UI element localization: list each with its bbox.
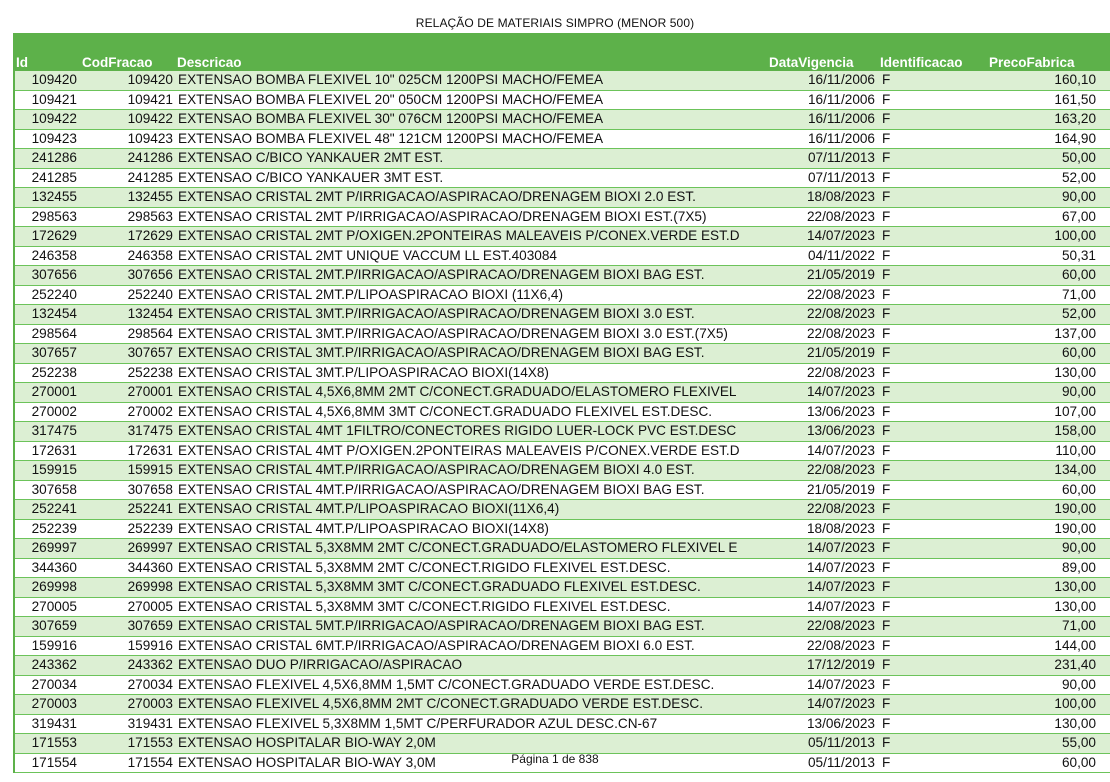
table-row — [15, 110, 1110, 130]
cell-datavigencia: 22/08/2023 — [806, 462, 875, 477]
cell-descricao: EXTENSAO HOSPITALAR BIO-WAY 2,0M — [178, 735, 436, 750]
header-id: Id — [16, 55, 28, 70]
table-row — [15, 91, 1110, 111]
cell-descricao: EXTENSAO CRISTAL 2MT UNIQUE VACCUM LL EST.403084 — [178, 247, 557, 263]
cell-datavigencia: 16/11/2006 — [807, 130, 875, 146]
cell-codfracao: 252239 — [127, 520, 173, 536]
cell-precofabrica: 160,10 — [1054, 72, 1096, 87]
cell-identificacao: F — [882, 228, 891, 243]
cell-precofabrica: 60,00 — [1061, 481, 1096, 497]
cell-identificacao: F — [882, 325, 891, 341]
cell-id: 241286 — [31, 150, 77, 165]
cell-datavigencia: 05/11/2013 — [807, 754, 875, 770]
cell-identificacao: F — [882, 286, 891, 302]
cell-precofabrica: 144,00 — [1054, 637, 1096, 653]
cell-codfracao: 246358 — [127, 247, 173, 263]
cell-precofabrica: 158,00 — [1054, 423, 1096, 438]
cell-precofabrica: 130,00 — [1054, 579, 1096, 594]
cell-codfracao: 171554 — [127, 754, 173, 770]
cell-precofabrica: 71,00 — [1061, 286, 1096, 302]
cell-id: 270001 — [31, 384, 77, 399]
cell-codfracao: 171553 — [127, 735, 173, 750]
cell-descricao: EXTENSAO CRISTAL 6MT.P/IRRIGACAO/ASPIRACAO/DRENAGEM BIOXI 6.0 EST. — [178, 637, 695, 653]
cell-id: 269998 — [31, 579, 77, 594]
cell-datavigencia: 14/07/2023 — [806, 579, 875, 594]
cell-identificacao: F — [882, 150, 891, 165]
table-row — [15, 695, 1110, 715]
cell-precofabrica: 137,00 — [1054, 325, 1096, 341]
cell-datavigencia: 21/05/2019 — [806, 267, 875, 282]
cell-identificacao: F — [882, 384, 891, 399]
cell-descricao: EXTENSAO C/BICO YANKAUER 2MT EST. — [178, 150, 444, 165]
cell-codfracao: 319431 — [127, 715, 173, 731]
cell-descricao: EXTENSAO CRISTAL 4,5X6,8MM 3MT C/CONECT.GRADUADO FLEXIVEL EST.DESC. — [178, 403, 713, 419]
cell-identificacao: F — [882, 403, 891, 419]
cell-id: 109420 — [31, 72, 77, 87]
cell-id: 243362 — [31, 657, 77, 672]
cell-codfracao: 270005 — [127, 598, 173, 614]
cell-datavigencia: 17/12/2019 — [806, 657, 875, 672]
cell-identificacao: F — [882, 559, 891, 575]
cell-identificacao: F — [882, 657, 891, 672]
cell-precofabrica: 55,00 — [1061, 735, 1096, 750]
cell-datavigencia: 22/08/2023 — [806, 637, 875, 653]
cell-codfracao: 172631 — [127, 442, 173, 458]
cell-id: 172631 — [31, 442, 77, 458]
cell-descricao: EXTENSAO CRISTAL 2MT P/OXIGEN.2PONTEIRAS MALEAVEIS P/CONEX.VERDE EST.D — [178, 228, 740, 243]
cell-codfracao: 172629 — [127, 228, 173, 243]
cell-codfracao: 307656 — [127, 267, 173, 282]
cell-codfracao: 241286 — [127, 150, 173, 165]
cell-identificacao: F — [882, 754, 891, 770]
cell-id: 252238 — [31, 364, 77, 380]
cell-identificacao: F — [882, 91, 891, 107]
cell-descricao: EXTENSAO HOSPITALAR BIO-WAY 3,0M — [178, 754, 436, 770]
cell-datavigencia: 21/05/2019 — [806, 481, 875, 497]
cell-identificacao: F — [882, 442, 891, 458]
cell-id: 109422 — [31, 111, 77, 126]
cell-identificacao: F — [882, 696, 891, 711]
cell-descricao: EXTENSAO CRISTAL 4MT.P/LIPOASPIRACAO BIOXI(14X8) — [178, 520, 549, 536]
table-row — [15, 188, 1110, 208]
cell-datavigencia: 14/07/2023 — [806, 598, 875, 614]
cell-codfracao: 252241 — [127, 501, 173, 516]
cell-descricao: EXTENSAO BOMBA FLEXIVEL 10" 025CM 1200PSI MACHO/FEMEA — [178, 72, 604, 87]
cell-codfracao: 307659 — [127, 618, 173, 633]
table-body — [13, 71, 1110, 773]
cell-id: 252239 — [31, 520, 77, 536]
cell-descricao: EXTENSAO BOMBA FLEXIVEL 30" 076CM 1200PSI MACHO/FEMEA — [178, 111, 604, 126]
table-row — [15, 227, 1110, 247]
cell-datavigencia: 05/11/2013 — [807, 735, 875, 750]
cell-precofabrica: 164,90 — [1054, 130, 1096, 146]
cell-codfracao: 270003 — [127, 696, 173, 711]
cell-codfracao: 270001 — [127, 384, 173, 399]
cell-id: 171553 — [31, 735, 77, 750]
cell-descricao: EXTENSAO CRISTAL 5,3X8MM 2MT C/CONECT.RIGIDO FLEXIVEL EST.DESC. — [178, 559, 671, 575]
cell-precofabrica: 231,40 — [1054, 657, 1096, 672]
cell-id: 270002 — [31, 403, 77, 419]
cell-datavigencia: 14/07/2023 — [806, 540, 875, 555]
cell-codfracao: 298564 — [127, 325, 173, 341]
materials-table — [13, 33, 1110, 773]
table-row — [15, 715, 1110, 735]
cell-precofabrica: 67,00 — [1061, 208, 1096, 224]
cell-id: 246358 — [31, 247, 77, 263]
cell-id: 132455 — [31, 189, 77, 204]
cell-descricao: EXTENSAO CRISTAL 3MT.P/IRRIGACAO/ASPIRACAO/DRENAGEM BIOXI BAG EST. — [178, 345, 705, 360]
cell-descricao: EXTENSAO FLEXIVEL 4,5X6,8MM 2MT C/CONECT.GRADUADO VERDE EST.DESC. — [178, 696, 703, 711]
cell-datavigencia: 16/11/2006 — [807, 72, 875, 87]
cell-descricao: EXTENSAO CRISTAL 3MT.P/IRRIGACAO/ASPIRACAO/DRENAGEM BIOXI 3.0 EST.(7X5) — [178, 325, 728, 341]
cell-datavigencia: 13/06/2023 — [806, 715, 875, 731]
cell-precofabrica: 60,00 — [1061, 267, 1096, 282]
cell-identificacao: F — [882, 520, 891, 536]
table-row — [15, 656, 1110, 676]
header-identificacao: Identificacao — [880, 55, 963, 70]
cell-codfracao: 317475 — [127, 423, 173, 438]
cell-identificacao: F — [882, 462, 891, 477]
cell-descricao: EXTENSAO DUO P/IRRIGACAO/ASPIRACAO — [178, 657, 463, 672]
cell-datavigencia: 13/06/2023 — [806, 423, 875, 438]
cell-datavigencia: 14/07/2023 — [806, 384, 875, 399]
cell-precofabrica: 100,00 — [1054, 696, 1096, 711]
cell-id: 132454 — [31, 306, 77, 321]
cell-identificacao: F — [882, 598, 891, 614]
cell-codfracao: 109421 — [127, 91, 173, 107]
cell-identificacao: F — [882, 111, 891, 126]
cell-datavigencia: 14/07/2023 — [806, 696, 875, 711]
cell-datavigencia: 14/07/2023 — [806, 228, 875, 243]
cell-precofabrica: 130,00 — [1054, 598, 1096, 614]
table-row — [15, 208, 1110, 228]
table-row — [15, 305, 1110, 325]
cell-codfracao: 241285 — [127, 169, 173, 185]
report-title: RELAÇÃO DE MATERIAIS SIMPRO (MENOR 500) — [415, 16, 695, 30]
cell-precofabrica: 190,00 — [1054, 520, 1096, 536]
cell-descricao: EXTENSAO CRISTAL 2MT P/IRRIGACAO/ASPIRACAO/DRENAGEM BIOXI 2.0 EST. — [178, 189, 696, 204]
cell-id: 270003 — [31, 696, 77, 711]
cell-descricao: EXTENSAO CRISTAL 2MT.P/IRRIGACAO/ASPIRACAO/DRENAGEM BIOXI BAG EST. — [178, 267, 705, 282]
cell-identificacao: F — [882, 481, 891, 497]
cell-datavigencia: 22/08/2023 — [806, 306, 875, 321]
cell-datavigencia: 07/11/2013 — [807, 150, 875, 165]
table-row — [15, 578, 1110, 598]
cell-codfracao: 159916 — [127, 637, 173, 653]
cell-identificacao: F — [882, 423, 891, 438]
cell-identificacao: F — [882, 130, 891, 146]
cell-descricao: EXTENSAO CRISTAL 3MT.P/LIPOASPIRACAO BIOXI(14X8) — [178, 364, 549, 380]
cell-precofabrica: 52,00 — [1061, 306, 1096, 321]
cell-datavigencia: 14/07/2023 — [806, 676, 875, 692]
cell-precofabrica: 110,00 — [1055, 442, 1096, 458]
cell-codfracao: 109422 — [127, 111, 173, 126]
cell-descricao: EXTENSAO FLEXIVEL 5,3X8MM 1,5MT C/PERFURADOR AZUL DESC.CN-67 — [178, 715, 658, 731]
cell-descricao: EXTENSAO CRISTAL 2MT P/IRRIGACAO/ASPIRACAO/DRENAGEM BIOXI EST.(7X5) — [178, 208, 707, 224]
page-counter: Página 1 de 838 — [511, 752, 599, 766]
cell-precofabrica: 190,00 — [1054, 501, 1096, 516]
cell-precofabrica: 100,00 — [1054, 228, 1096, 243]
cell-descricao: EXTENSAO CRISTAL 5,3X8MM 3MT C/CONECT.RIGIDO FLEXIVEL EST.DESC. — [178, 598, 671, 614]
cell-identificacao: F — [882, 247, 891, 263]
table-row — [15, 734, 1110, 754]
cell-precofabrica: 161,50 — [1054, 91, 1096, 107]
cell-identificacao: F — [882, 169, 891, 185]
cell-id: 307659 — [31, 618, 77, 633]
cell-precofabrica: 90,00 — [1061, 540, 1096, 555]
cell-codfracao: 243362 — [127, 657, 173, 672]
table-row — [15, 539, 1110, 559]
cell-precofabrica: 50,00 — [1061, 150, 1096, 165]
cell-descricao: EXTENSAO FLEXIVEL 4,5X6,8MM 1,5MT C/CONECT.GRADUADO VERDE EST.DESC. — [178, 676, 715, 692]
cell-datavigencia: 04/11/2022 — [807, 247, 875, 263]
cell-identificacao: F — [882, 345, 891, 360]
table-row — [15, 637, 1110, 657]
cell-codfracao: 307657 — [127, 345, 173, 360]
table-row — [15, 442, 1110, 462]
cell-datavigencia: 18/08/2023 — [806, 520, 875, 536]
table-row — [15, 325, 1110, 345]
cell-precofabrica: 107,00 — [1054, 403, 1096, 419]
cell-precofabrica: 60,00 — [1061, 754, 1096, 770]
cell-codfracao: 252238 — [127, 364, 173, 380]
cell-id: 270034 — [31, 676, 77, 692]
cell-codfracao: 307658 — [127, 481, 173, 497]
cell-precofabrica: 50,31 — [1061, 247, 1096, 263]
cell-codfracao: 269997 — [127, 540, 173, 555]
cell-identificacao: F — [882, 637, 891, 653]
cell-descricao: EXTENSAO CRISTAL 4MT.P/IRRIGACAO/ASPIRACAO/DRENAGEM BIOXI BAG EST. — [178, 481, 705, 497]
cell-descricao: EXTENSAO CRISTAL 4MT 1FILTRO/CONECTORES RIGIDO LUER-LOCK PVC EST.DESC — [178, 423, 737, 438]
table-row — [15, 344, 1110, 364]
cell-id: 252240 — [31, 286, 77, 302]
cell-descricao: EXTENSAO BOMBA FLEXIVEL 48" 121CM 1200PSI MACHO/FEMEA — [178, 130, 604, 146]
cell-id: 241285 — [31, 169, 77, 185]
cell-identificacao: F — [882, 618, 891, 633]
cell-datavigencia: 22/08/2023 — [806, 325, 875, 341]
cell-descricao: EXTENSAO CRISTAL 2MT.P/LIPOASPIRACAO BIOXI (11X6,4) — [178, 286, 564, 302]
cell-id: 307656 — [31, 267, 77, 282]
cell-identificacao: F — [882, 501, 891, 516]
table-row — [15, 500, 1110, 520]
table-row — [15, 403, 1110, 423]
table-row — [15, 364, 1110, 384]
cell-datavigencia: 22/08/2023 — [806, 208, 875, 224]
cell-identificacao: F — [882, 540, 891, 555]
table-row — [15, 481, 1110, 501]
cell-id: 344360 — [31, 559, 77, 575]
cell-codfracao: 132454 — [127, 306, 173, 321]
cell-identificacao: F — [882, 208, 891, 224]
cell-identificacao: F — [882, 676, 891, 692]
cell-codfracao: 344360 — [127, 559, 173, 575]
cell-codfracao: 270034 — [127, 676, 173, 692]
cell-precofabrica: 71,00 — [1061, 618, 1096, 633]
cell-id: 252241 — [31, 501, 77, 516]
header-datavigencia: DataVigencia — [769, 55, 854, 70]
table-row — [15, 617, 1110, 637]
cell-datavigencia: 18/08/2023 — [806, 189, 875, 204]
cell-datavigencia: 16/11/2006 — [807, 111, 875, 126]
table-row — [15, 676, 1110, 696]
table-row — [15, 520, 1110, 540]
cell-descricao: EXTENSAO BOMBA FLEXIVEL 20" 050CM 1200PSI MACHO/FEMEA — [178, 91, 604, 107]
cell-identificacao: F — [882, 715, 891, 731]
cell-datavigencia: 22/08/2023 — [806, 618, 875, 633]
cell-descricao: EXTENSAO CRISTAL 5MT.P/IRRIGACAO/ASPIRACAO/DRENAGEM BIOXI BAG EST. — [178, 618, 705, 633]
cell-precofabrica: 163,20 — [1054, 111, 1096, 126]
cell-identificacao: F — [882, 306, 891, 321]
cell-precofabrica: 90,00 — [1061, 189, 1096, 204]
cell-id: 109421 — [31, 91, 77, 107]
table-header-row — [13, 33, 1110, 71]
table-row — [15, 383, 1110, 403]
table-row — [15, 461, 1110, 481]
cell-id: 307658 — [31, 481, 77, 497]
table-row — [15, 247, 1110, 267]
cell-id: 298564 — [31, 325, 77, 341]
cell-precofabrica: 52,00 — [1061, 169, 1096, 185]
header-codfracao: CodFracao — [82, 55, 153, 70]
cell-codfracao: 109423 — [127, 130, 173, 146]
cell-id: 317475 — [31, 423, 77, 438]
cell-precofabrica: 90,00 — [1061, 384, 1096, 399]
cell-id: 159915 — [31, 462, 77, 477]
cell-datavigencia: 22/08/2023 — [806, 364, 875, 380]
table-row — [15, 169, 1110, 189]
table-row — [15, 559, 1110, 579]
cell-datavigencia: 14/07/2023 — [806, 559, 875, 575]
cell-id: 171554 — [31, 754, 77, 770]
cell-datavigencia: 14/07/2023 — [806, 442, 875, 458]
table-row — [15, 130, 1110, 150]
cell-descricao: EXTENSAO CRISTAL 4MT P/OXIGEN.2PONTEIRAS MALEAVEIS P/CONEX.VERDE EST.D — [178, 442, 740, 458]
cell-identificacao: F — [882, 267, 891, 282]
cell-id: 109423 — [31, 130, 77, 146]
cell-precofabrica: 130,00 — [1054, 364, 1096, 380]
cell-descricao: EXTENSAO CRISTAL 4,5X6,8MM 2MT C/CONECT.GRADUADO/ELASTOMERO FLEXIVEL — [178, 384, 737, 399]
cell-datavigencia: 22/08/2023 — [806, 286, 875, 302]
cell-identificacao: F — [882, 579, 891, 594]
header-precofabrica: PrecoFabrica — [989, 55, 1075, 70]
cell-datavigencia: 13/06/2023 — [806, 403, 875, 419]
cell-id: 270005 — [31, 598, 77, 614]
cell-id: 298563 — [31, 208, 77, 224]
table-row — [15, 71, 1110, 91]
table-row — [15, 598, 1110, 618]
cell-datavigencia: 07/11/2013 — [807, 169, 875, 185]
cell-datavigencia: 16/11/2006 — [807, 91, 875, 107]
cell-precofabrica: 89,00 — [1061, 559, 1096, 575]
cell-codfracao: 132455 — [127, 189, 173, 204]
cell-descricao: EXTENSAO CRISTAL 5,3X8MM 2MT C/CONECT.GRADUADO/ELASTOMERO FLEXIVEL E — [178, 540, 738, 555]
cell-descricao: EXTENSAO C/BICO YANKAUER 3MT EST. — [178, 169, 444, 185]
cell-descricao: EXTENSAO CRISTAL 5,3X8MM 3MT C/CONECT.GRADUADO FLEXIVEL EST.DESC. — [178, 579, 701, 594]
cell-codfracao: 270002 — [127, 403, 173, 419]
table-row — [15, 266, 1110, 286]
cell-codfracao: 159915 — [127, 462, 173, 477]
cell-codfracao: 252240 — [127, 286, 173, 302]
cell-codfracao: 269998 — [127, 579, 173, 594]
cell-id: 269997 — [31, 540, 77, 555]
cell-datavigencia: 21/05/2019 — [806, 345, 875, 360]
cell-precofabrica: 60,00 — [1061, 345, 1096, 360]
cell-datavigencia: 22/08/2023 — [806, 501, 875, 516]
cell-id: 172629 — [31, 228, 77, 243]
cell-id: 159916 — [31, 637, 77, 653]
table-row — [15, 422, 1110, 442]
cell-descricao: EXTENSAO CRISTAL 4MT.P/IRRIGACAO/ASPIRACAO/DRENAGEM BIOXI 4.0 EST. — [178, 462, 695, 477]
cell-codfracao: 298563 — [127, 208, 173, 224]
header-descricao: Descricao — [177, 55, 242, 70]
cell-descricao: EXTENSAO CRISTAL 3MT.P/IRRIGACAO/ASPIRACAO/DRENAGEM BIOXI 3.0 EST. — [178, 306, 695, 321]
table-row — [15, 149, 1110, 169]
cell-descricao: EXTENSAO CRISTAL 4MT.P/LIPOASPIRACAO BIOXI(11X6,4) — [178, 501, 560, 516]
cell-identificacao: F — [882, 364, 891, 380]
cell-codfracao: 109420 — [127, 72, 173, 87]
cell-precofabrica: 134,00 — [1054, 462, 1096, 477]
cell-identificacao: F — [882, 735, 891, 750]
table-row — [15, 286, 1110, 306]
cell-precofabrica: 130,00 — [1054, 715, 1096, 731]
cell-id: 319431 — [31, 715, 77, 731]
cell-id: 307657 — [31, 345, 77, 360]
cell-identificacao: F — [882, 72, 891, 87]
cell-identificacao: F — [882, 189, 891, 204]
cell-precofabrica: 90,00 — [1061, 676, 1096, 692]
